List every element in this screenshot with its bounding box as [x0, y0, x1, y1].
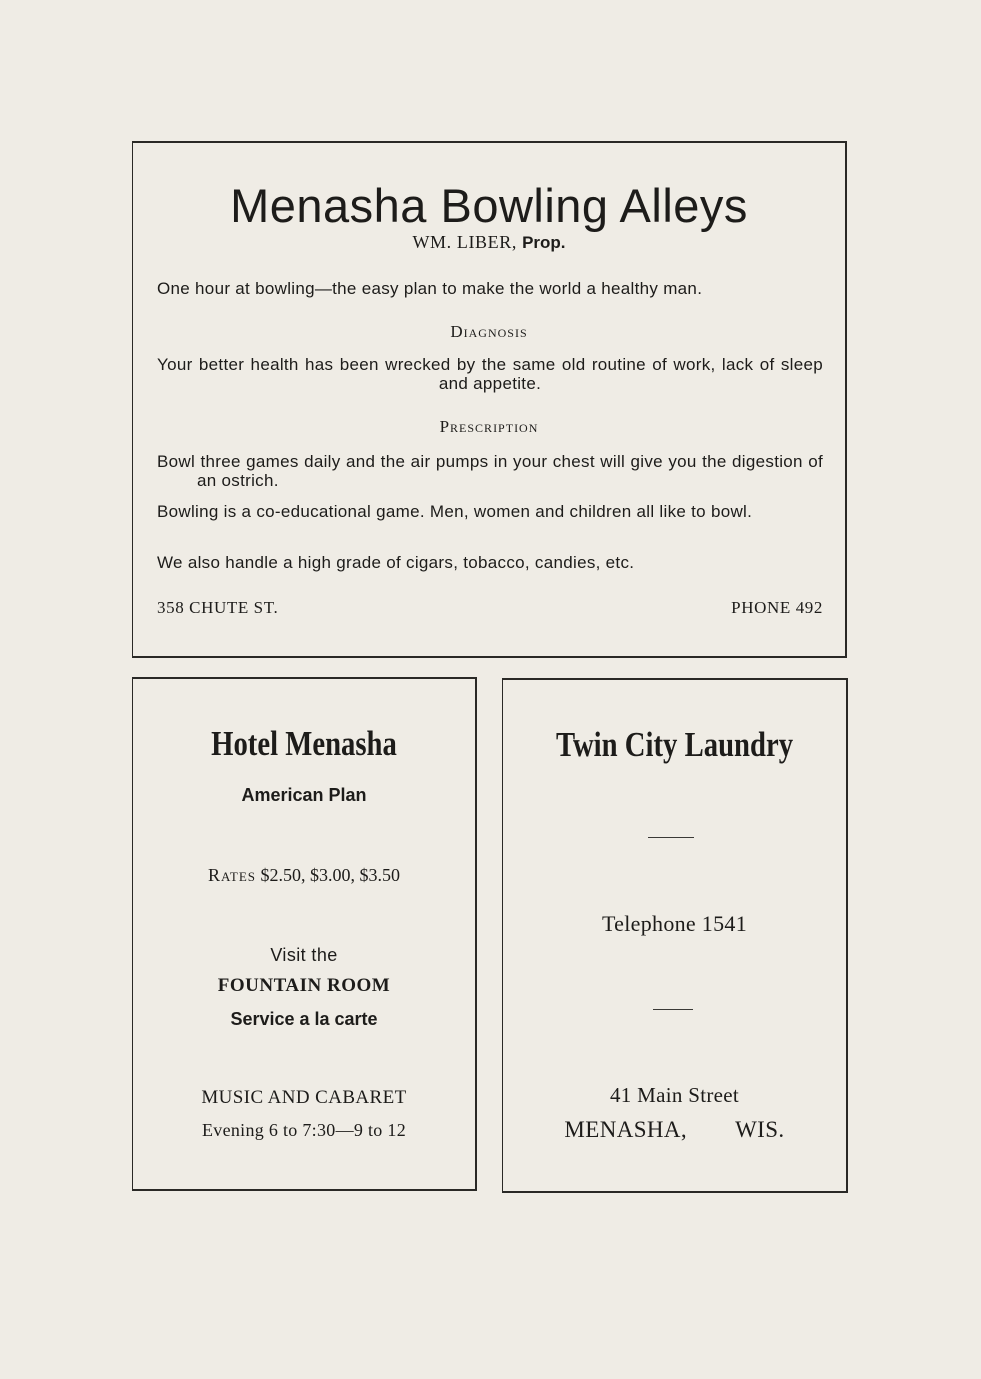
hotel-hours: Evening 6 to 7:30—9 to 12 — [202, 1120, 406, 1140]
hotel-visit: Visit the — [270, 945, 338, 965]
laundry-city-line — [503, 1117, 846, 1143]
rates-values: $2.50, $3.00, $3.50 — [260, 865, 401, 885]
hotel-music: MUSIC AND CABARET — [201, 1087, 407, 1108]
prescription-heading: Prescription — [439, 417, 539, 436]
hotel-ad — [132, 677, 477, 1191]
bowling-phone: PHONE 492 — [731, 598, 823, 617]
bowling-address: 358 CHUTE ST. — [157, 598, 279, 617]
bowling-slogan: One hour at bowling—the easy plan to make the world a healthy man. — [157, 279, 703, 298]
cigars-text: We also handle a high grade of cigars, tobacco, candies, etc. — [157, 553, 635, 572]
divider-rule — [653, 1009, 693, 1010]
coed-text: Bowling is a co-educational game. Men, women and children all like to bowl. — [157, 502, 753, 521]
hotel-plan: American Plan — [241, 785, 367, 805]
diagnosis-heading: Diagnosis — [450, 322, 528, 341]
diagnosis-text: Your better health has been wrecked by the same old routine of work, lack of sleep and appetite. — [157, 355, 823, 393]
hotel-service: Service a la carte — [230, 1009, 378, 1029]
laundry-city: MENASHA, — [564, 1117, 688, 1142]
laundry-telephone: Telephone 1541 — [601, 911, 747, 936]
proprietor-suffix: Prop. — [522, 233, 566, 252]
proprietor-line — [133, 232, 845, 253]
divider-rule — [648, 837, 694, 838]
bowling-title: Menasha Bowling Alleys — [230, 179, 748, 232]
hotel-title: Hotel Menasha — [211, 724, 397, 763]
fountain-room: FOUNTAIN ROOM — [217, 975, 391, 996]
laundry-state: WIS. — [735, 1117, 785, 1142]
hotel-rates — [133, 865, 475, 886]
laundry-title: Twin City Laundry — [555, 725, 794, 764]
prescription-text: Bowl three games daily and the air pumps in your chest will give you the digestion of an ostrich. — [157, 452, 823, 490]
laundry-street: 41 Main Street — [609, 1083, 739, 1107]
bowling-ad — [132, 141, 847, 658]
rates-label: Rates — [207, 865, 257, 885]
laundry-ad — [502, 678, 848, 1193]
proprietor-name: WM. LIBER, — [412, 232, 517, 252]
